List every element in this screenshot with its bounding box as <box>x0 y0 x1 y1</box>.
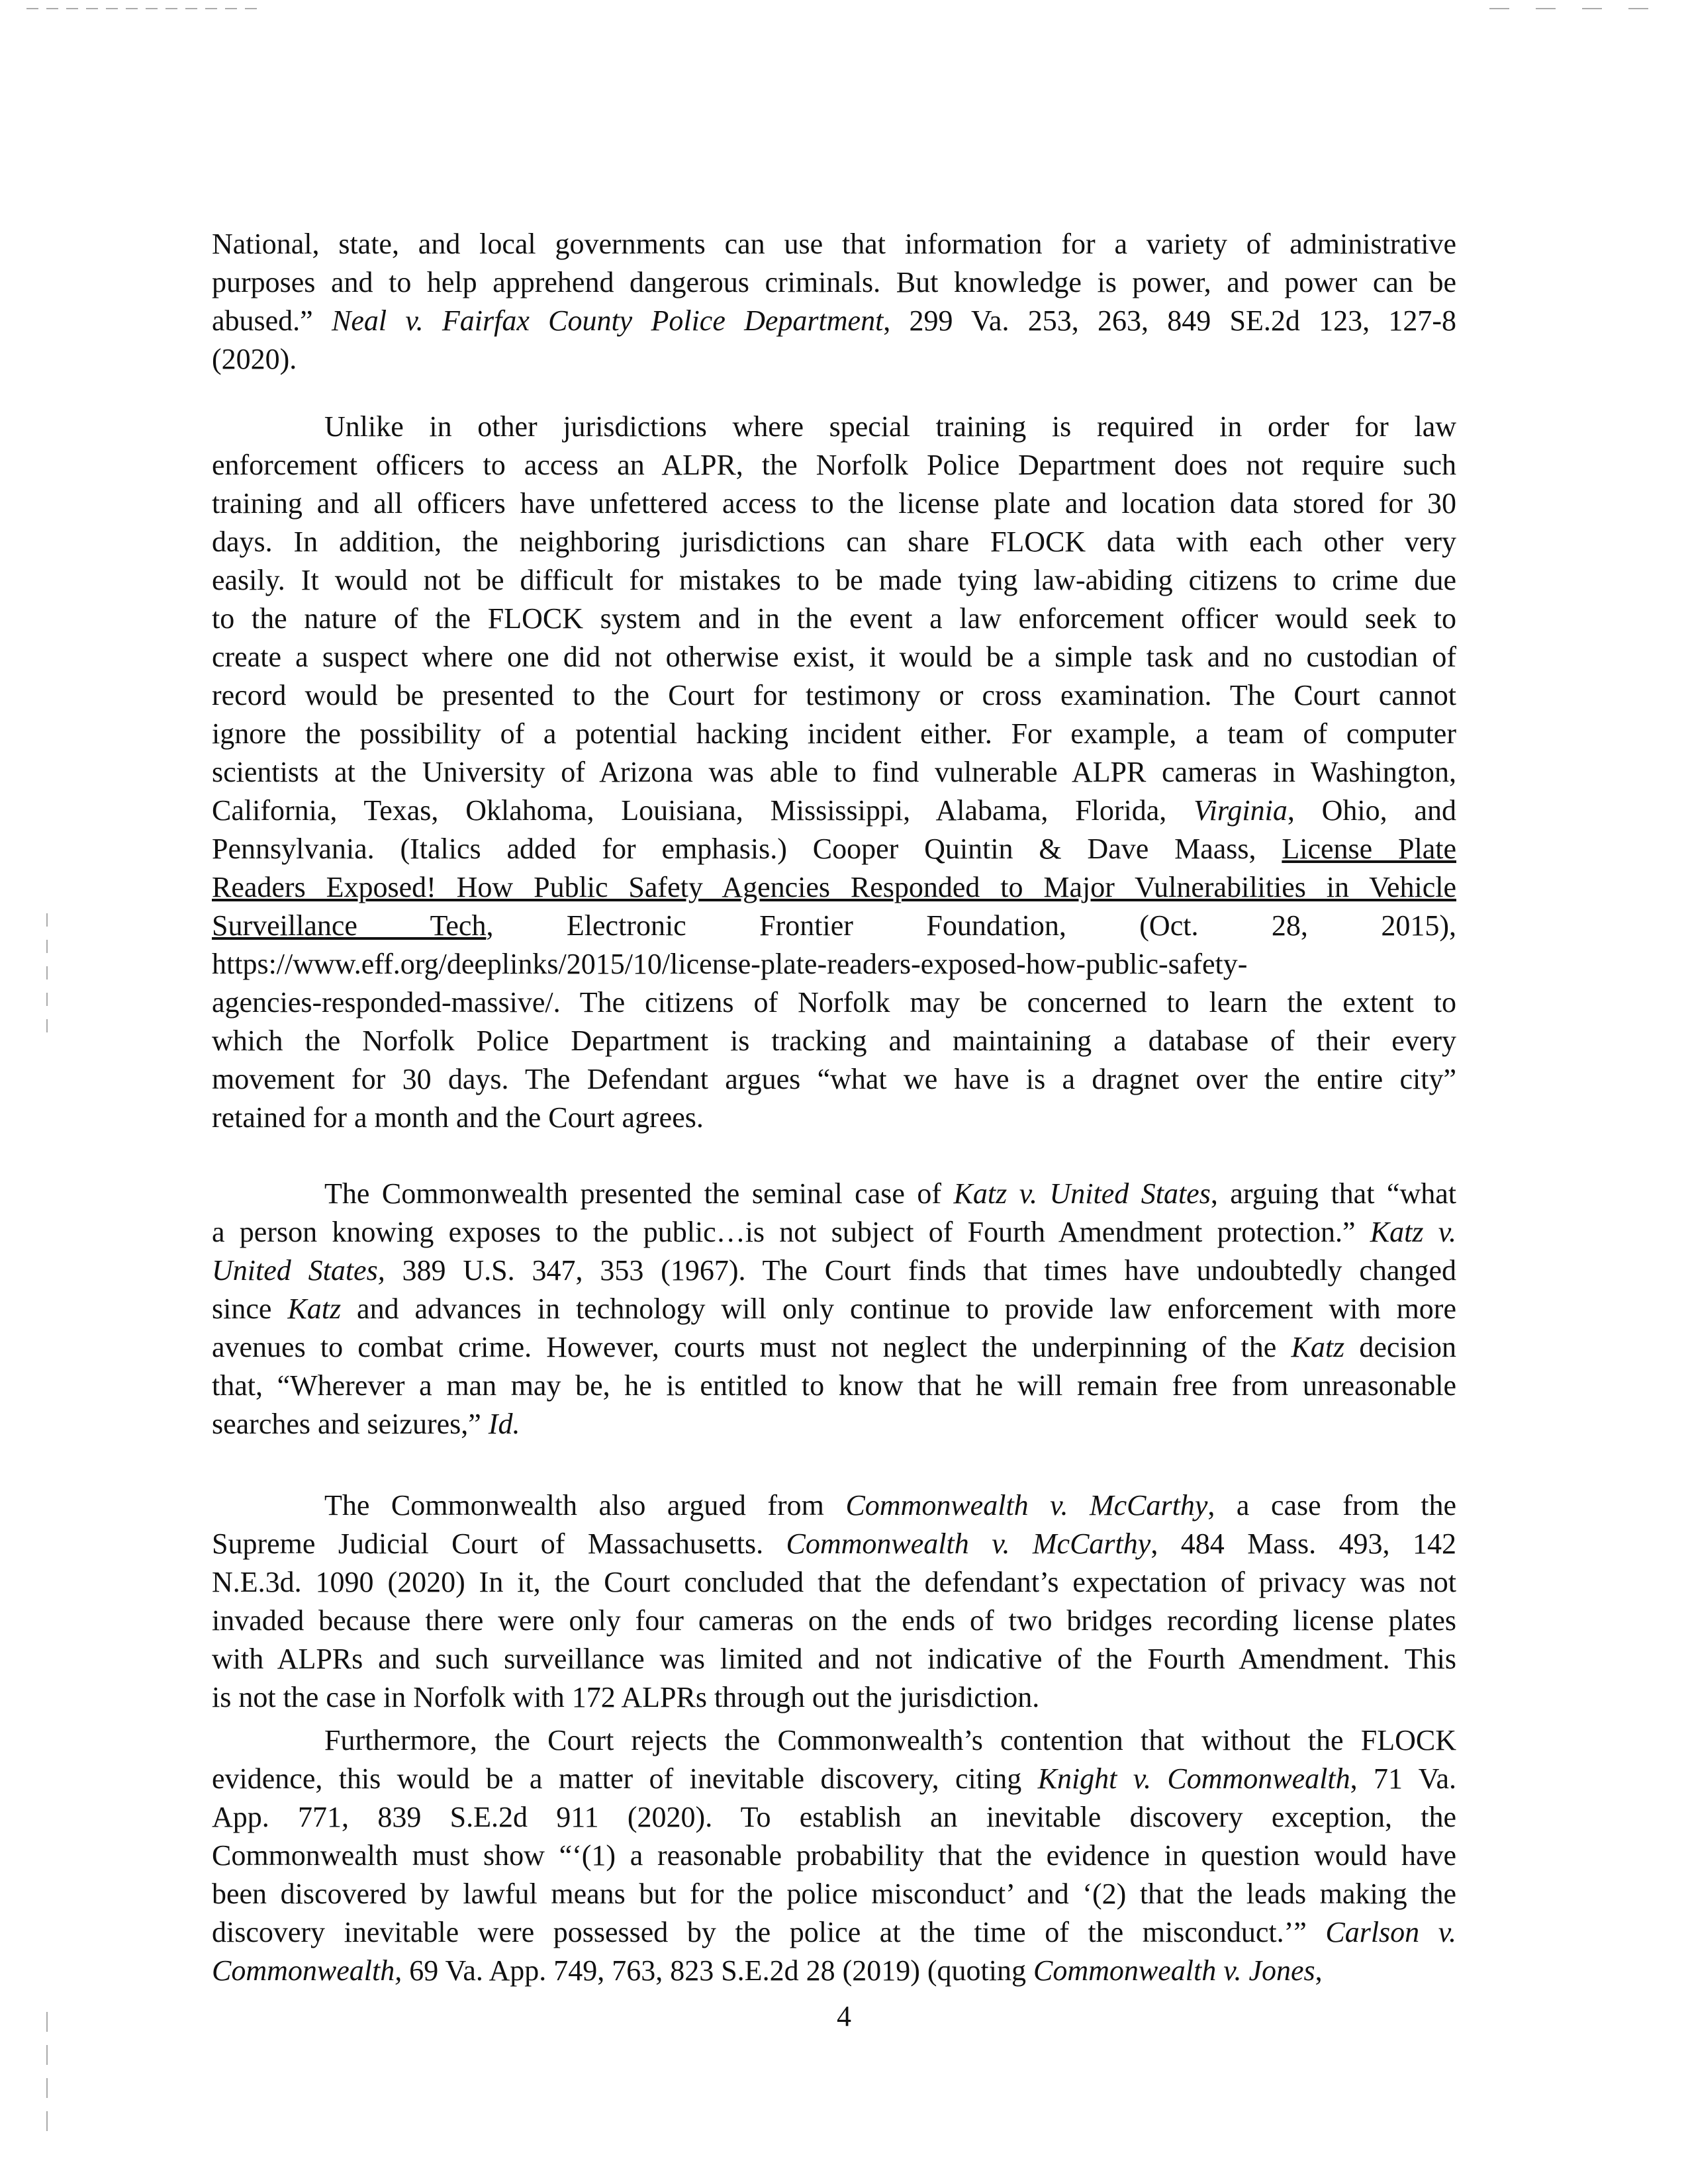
underlined-title: Readers Exposed! How Public Safety Agencies Responded to Major Vulnerabilities in Vehicle <box>212 871 1456 903</box>
paragraph-katz <box>212 1175 1456 1443</box>
text-run: Commonwealth must show “‘(1) a reasonable probability that the evidence in question would have <box>212 1839 1456 1872</box>
text-run: discovery inevitable were possessed by the police at the time of the misconduct.’” <box>212 1916 1326 1948</box>
text-run: scientists at the University of Arizona was able to find vulnerable ALPR cameras in Washington, <box>212 756 1456 788</box>
italic-citation: Virginia <box>1194 794 1288 827</box>
text-run: training and all officers have unfettered access to the license plate and location data stored for 30 <box>212 487 1456 520</box>
italic-citation: Commonwealth, <box>212 1954 402 1987</box>
text-run: since <box>212 1293 288 1325</box>
scan-artifact <box>1489 8 1662 9</box>
text-run: , Ohio, and <box>1287 794 1456 827</box>
text-run: enforcement officers to access an ALPR, the Norfolk Police Department does not require such <box>212 449 1456 481</box>
text-line <box>212 1213 1456 1251</box>
text-run: , Electronic Frontier Foundation, (Oct. 28, 2015), <box>486 909 1457 942</box>
text-line <box>212 638 1456 676</box>
text-run: (2020). <box>212 343 297 375</box>
italic-citation: Neal v. Fairfax County Police Department <box>331 304 884 337</box>
text-run: Supreme Judicial Court of Massachusetts. <box>212 1527 786 1560</box>
text-run: N.E.3d. 1090 (2020) In it, the Court concluded that the defendant’s expectation of privacy was not <box>212 1566 1456 1598</box>
text-run: that, “Wherever a man may be, he is entitled to know that he will remain free from unreasonable <box>212 1369 1456 1402</box>
text-line <box>212 1563 1456 1602</box>
text-line <box>212 1099 1456 1137</box>
text-line <box>212 263 1456 302</box>
underlined-title: Surveillance Tech <box>212 909 487 942</box>
text-line <box>212 1525 1456 1563</box>
text-line <box>212 302 1456 340</box>
text-line <box>212 792 1456 830</box>
text-line <box>212 446 1456 484</box>
text-line <box>212 1251 1456 1290</box>
text-run: easily. It would not be difficult for mistakes to be made tying law-abiding citizens to crime due <box>212 564 1456 596</box>
text-run: California, Texas, Oklahoma, Louisiana, Mississippi, Alabama, Florida, <box>212 794 1194 827</box>
text-run: a person knowing exposes to the public…is not subject of Fourth Amendment protection.” <box>212 1216 1370 1248</box>
text-run: agencies-responded-massive/. The citizens of Norfolk may be concerned to learn the extent to <box>212 986 1456 1019</box>
paragraph-inevitable-discovery <box>212 1721 1456 1990</box>
text-run: abused.” <box>212 304 332 337</box>
text-line <box>212 1837 1456 1875</box>
text-line <box>212 1022 1456 1060</box>
italic-citation: Katz v. <box>1370 1216 1456 1248</box>
italic-citation: United States, <box>212 1254 385 1287</box>
text-line <box>212 561 1456 600</box>
scan-artifact <box>26 8 265 9</box>
text-line <box>212 340 1456 379</box>
text-line <box>212 676 1456 715</box>
text-run: The Commonwealth also argued from <box>324 1489 846 1522</box>
text-run: , <box>1315 1954 1323 1987</box>
text-line <box>212 1060 1456 1099</box>
italic-citation: Commonwealth v. McCarthy <box>845 1489 1208 1522</box>
italic-citation: Katz <box>1291 1331 1345 1363</box>
text-run: retained for a month and the Court agrees. <box>212 1101 704 1134</box>
text-run: searches and seizures,” <box>212 1408 489 1440</box>
text-run: movement for 30 days. The Defendant argues “what we have is a dragnet over the entire city” <box>212 1063 1456 1095</box>
text-line <box>212 408 1456 446</box>
text-run: , 299 Va. 253, 263, 849 SE.2d 123, 127-8 <box>883 304 1457 337</box>
text-run: Unlike in other jurisdictions where special training is required in order for law <box>324 410 1456 443</box>
scan-artifact <box>46 913 48 1032</box>
text-line <box>212 1952 1456 1990</box>
text-line <box>212 945 1456 983</box>
text-run: is not the case in Norfolk with 172 ALPRs through out the jurisdiction. <box>212 1681 1040 1713</box>
underlined-title: License Plate <box>1282 833 1456 865</box>
text-line <box>212 715 1456 753</box>
italic-citation: Id. <box>488 1408 520 1440</box>
text-line <box>212 1175 1456 1213</box>
text-run: invaded because there were only four cameras on the ends of two bridges recording license plates <box>212 1604 1456 1637</box>
paragraph-training-access <box>212 408 1456 1137</box>
text-run: decision <box>1344 1331 1456 1363</box>
text-line <box>212 907 1456 945</box>
text-run: , a case from the <box>1207 1489 1457 1522</box>
text-run: and advances in technology will only continue to provide law enforcement with more <box>341 1293 1456 1325</box>
text-run: Pennsylvania. (Italics added for emphasis.) Cooper Quintin & Dave Maass, <box>212 833 1282 865</box>
text-run: , 484 Mass. 493, 142 <box>1150 1527 1456 1560</box>
text-run: record would be presented to the Court for testimony or cross examination. The Court cannot <box>212 679 1456 711</box>
text-run: avenues to combat crime. However, courts must not neglect the underpinning of the <box>212 1331 1291 1363</box>
text-line <box>212 1328 1456 1367</box>
text-run: App. 771, 839 S.E.2d 911 (2020). To establish an inevitable discovery exception, the <box>212 1801 1456 1833</box>
text-run: 69 Va. App. 749, 763, 823 S.E.2d 28 (2019) (quoting <box>402 1954 1033 1987</box>
italic-citation: Knight v. Commonwealth <box>1037 1762 1350 1795</box>
page-number: 4 <box>837 2000 851 2032</box>
text-line <box>212 1760 1456 1798</box>
text-run: https://www.eff.org/deeplinks/2015/10/license-plate-readers-exposed-how-public-safety- <box>212 948 1248 980</box>
text-line <box>212 983 1456 1022</box>
text-line <box>212 1602 1456 1640</box>
text-run: National, state, and local governments can use that information for a variety of administrative <box>212 228 1456 260</box>
text-run: Furthermore, the Court rejects the Commonwealth’s contention that without the FLOCK <box>324 1724 1456 1756</box>
text-line <box>212 868 1456 907</box>
text-run: ignore the possibility of a potential hacking incident either. For example, a team of computer <box>212 717 1456 750</box>
text-line <box>212 830 1456 868</box>
text-line <box>212 484 1456 523</box>
text-run: which the Norfolk Police Department is tracking and maintaining a database of their every <box>212 1024 1456 1057</box>
text-line <box>212 1290 1456 1328</box>
text-run: been discovered by lawful means but for the police misconduct’ and ‘(2) that the leads making the <box>212 1878 1456 1910</box>
text-line <box>212 1721 1456 1760</box>
italic-citation: Carlson v. <box>1325 1916 1456 1948</box>
text-line <box>212 523 1456 561</box>
text-run: evidence, this would be a matter of inevitable discovery, citing <box>212 1762 1038 1795</box>
text-run: with ALPRs and such surveillance was limited and not indicative of the Fourth Amendment. This <box>212 1643 1456 1675</box>
text-line <box>212 1913 1456 1952</box>
paragraph-neal-quote <box>212 225 1456 379</box>
text-run: to the nature of the FLOCK system and in the event a law enforcement officer would seek to <box>212 602 1456 635</box>
text-line <box>212 1640 1456 1678</box>
italic-citation: Commonwealth v. McCarthy <box>786 1527 1151 1560</box>
text-run: create a suspect where one did not otherwise exist, it would be a simple task and no custodian of <box>212 641 1456 673</box>
italic-citation: Katz <box>287 1293 342 1325</box>
italic-citation: Commonwealth v. Jones <box>1033 1954 1315 1987</box>
text-line <box>212 1367 1456 1405</box>
text-run: The Commonwealth presented the seminal case of <box>324 1177 954 1210</box>
text-run: purposes and to help apprehend dangerous criminals. But knowledge is power, and power can be <box>212 266 1456 298</box>
text-run: 389 U.S. 347, 353 (1967). The Court finds that times have undoubtedly changed <box>385 1254 1456 1287</box>
italic-citation: Katz v. United States <box>953 1177 1211 1210</box>
text-line <box>212 1405 1456 1443</box>
text-line <box>212 600 1456 638</box>
text-line <box>212 1486 1456 1525</box>
text-line <box>212 225 1456 263</box>
text-run: , 71 Va. <box>1350 1762 1456 1795</box>
text-line <box>212 1678 1456 1717</box>
text-line <box>212 1875 1456 1913</box>
text-run: days. In addition, the neighboring jurisdictions can share FLOCK data with each other very <box>212 525 1456 558</box>
paragraph-mccarthy <box>212 1486 1456 1717</box>
text-line <box>212 1798 1456 1837</box>
text-line <box>212 753 1456 792</box>
text-run: , arguing that “what <box>1210 1177 1456 1210</box>
